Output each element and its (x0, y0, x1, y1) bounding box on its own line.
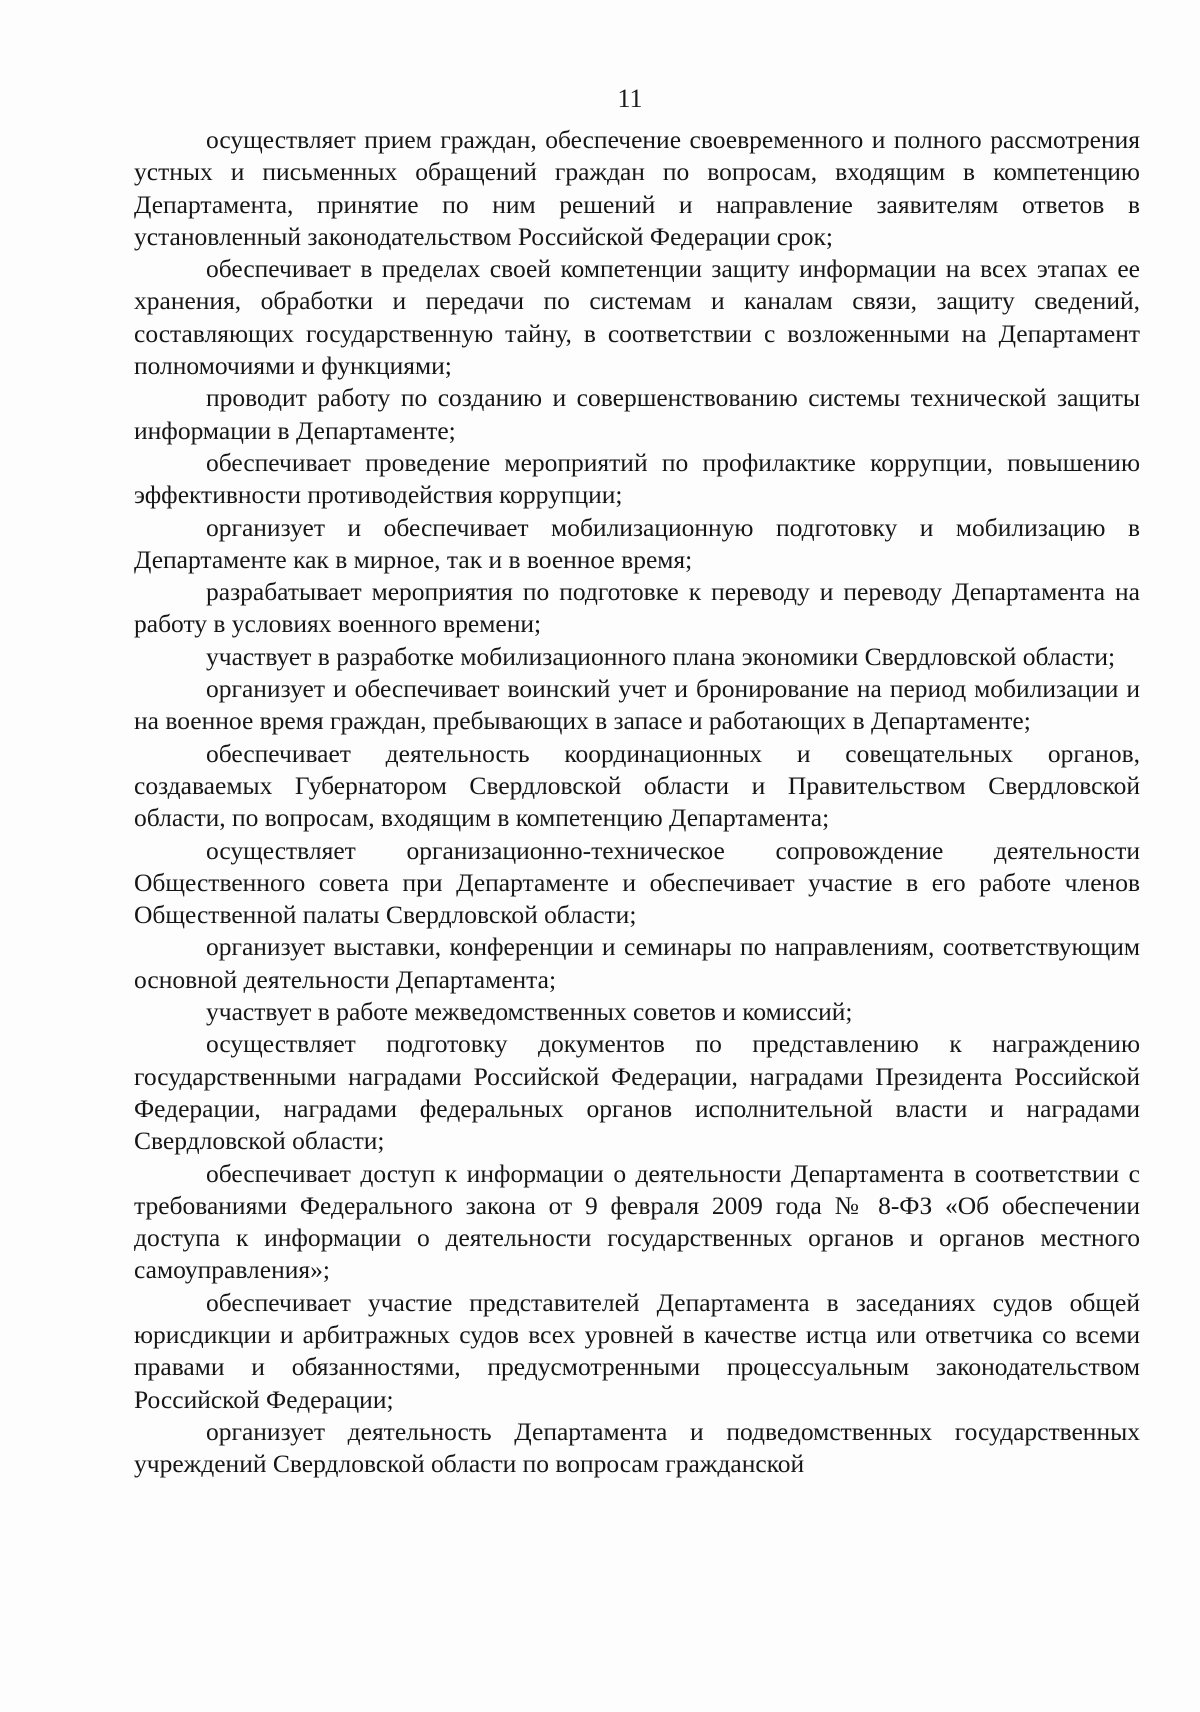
paragraph-information-access: обеспечивает доступ к информации о деятельности Департамента в соответствии с требованиями Федерального закона от 9 февраля 2009 года № 8-ФЗ «Об обеспечении доступа к информации о деятельности государственных органов и органов местного самоуправления»; (134, 1158, 1140, 1285)
paragraph-technical-protection: проводит работу по созданию и совершенствованию системы технической защиты информации в Департаменте; (134, 383, 1140, 445)
document-body (134, 124, 1140, 1480)
paragraph-wartime-transfer: разрабатывает мероприятия по подготовке к переводу и переводу Департамента на работу в условиях военного времени; (134, 577, 1140, 639)
paragraph-civil-defense: организует деятельность Департамента и подведомственных государственных учреждений Свердловской области по вопросам гражданской (134, 1416, 1140, 1479)
paragraph-interagency-councils: участвует в работе межведомственных советов и комиссий; (206, 997, 853, 1027)
paragraph-mobilization-plan: участвует в разработке мобилизационного плана экономики Свердловской области; (206, 641, 1116, 671)
paragraph-citizen-reception: осуществляет прием граждан, обеспечение своевременного и полного рассмотрения устных и письменных обращений граждан по вопросам, входящим в компетенцию Департамента, принятие по ним решений и направление заявителям ответов в установленный законодательством Российской Федерации срок; (134, 125, 1140, 251)
paragraph-exhibitions: организует выставки, конференции и семинары по направлениям, соответствующим основной деятельности Департамента; (134, 932, 1140, 994)
paragraph-military-registration: организует и обеспечивает воинский учет и бронирование на период мобилизации и на военное время граждан, пребывающих в запасе и работающих в Департаменте; (134, 674, 1140, 736)
paragraph-coordination-bodies: обеспечивает деятельность координационных и совещательных органов, создаваемых Губернатором Свердловской области и Правительством Свердловской области, по вопросам, входящим в компетенцию Департамента; (134, 738, 1140, 833)
paragraph-information-protection: обеспечивает в пределах своей компетенции защиту информации на всех этапах ее хранения, обработки и передачи по системам и каналам связи, защиту сведений, составляющих государственную тайну, в соответствии с возложенными на Департамент полномочиями и функциями; (134, 254, 1140, 381)
paragraph-public-council: осуществляет организационно-техническое сопровождение деятельности Общественного совета при Департаменте и обеспечивает участие в его работе членов Общественной палаты Свердловской области; (134, 835, 1140, 930)
paragraph-mobilization-preparation: организует и обеспечивает мобилизационную подготовку и мобилизацию в Департаменте как в мирное, так и в военное время; (134, 512, 1140, 574)
paragraph-state-awards: осуществляет подготовку документов по представлению к награждению государственными наградами Российской Федерации, наградами Президента Российской Федерации, наградами федеральных органов исполнительной власти и наградами Свердловской области; (134, 1029, 1140, 1156)
paragraph-anti-corruption: обеспечивает проведение мероприятий по профилактике коррупции, повышению эффективности противодействия коррупции; (134, 447, 1140, 510)
page-number: 11 (617, 84, 643, 113)
paragraph-court-participation: обеспечивает участие представителей Департамента в заседаниях судов общей юрисдикции и арбитражных судов всех уровней в качестве истца или ответчика со всеми правами и обязанностями, предусмотренными процессуальным законодательством Российской Федерации; (134, 1287, 1140, 1414)
